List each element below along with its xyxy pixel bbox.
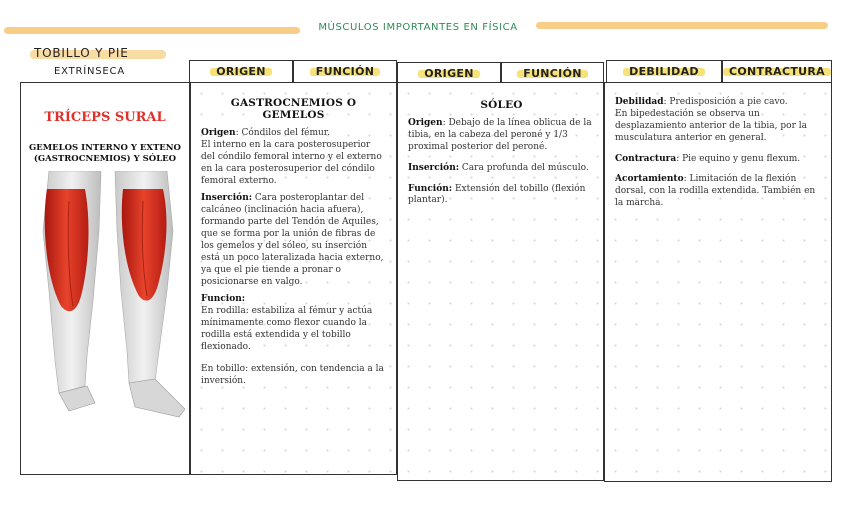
funcion-rodilla: En rodilla: estabiliza al fémur y actúa mínimamente como flexor cuando la rodilla está extendida y el tobillo flexionado. [201,306,373,352]
header-funcion-1: FUNCIÓN [293,60,397,82]
gastrocnemios-title: GASTROCNEMIOS O GEMELOS [230,97,357,121]
funcion-label: Funcion: [201,294,246,305]
debilidad-detail: En bipedestación se observa un desplazamiento anterior de la tibia, por la musculatura anterior en general. [615,108,807,143]
section-title: TOBILLO Y PIE [34,46,129,60]
top-right-highlight-bar [536,22,828,29]
header-debilidad: DEBILIDAD [606,60,722,82]
header-origen-2: ORIGEN [397,62,501,84]
gastrocnemios-panel: GASTROCNEMIOS O GEMELOS Origen: Cóndilos del fémur. El interno en la cara posterosuperior del cóndilo femoral interno y el externo en la cara posterosuperior del cóndilo femoral externo. Inserción: Cara posteroplantar del calcáneo (inclinación hacia afuera), formando parte del Tendón de Aquiles, que se forma por la unión de fibras de los gemelos y del sóleo, su inserción está un poco lateralizada hacia externo, ya que el pie tiende a pronar o posicionarse en valgo. Funcion: En rodilla: estabiliza al fémur y actúa mínimamente como flexor cuando la rodilla está extendida y el tobillo flexionado. En tobillo: extensión, con tendencia a la inversión. [189,82,397,475]
insercion-label: Inserción: [201,193,253,204]
origen-detail: El interno en la cara posterosuperior del cóndilo femoral interno y el externo en la cara posterosuperior del cóndilo femoral externo. [201,139,382,186]
section-subtitle: EXTRÍNSECA [54,66,125,77]
soleo-title: SÓLEO [480,99,523,111]
page-title: MÚSCULOS IMPORTANTES EN FÍSICA [318,22,518,33]
debilidad-panel: Debilidad: Predisposición a pie cavo. En bipedestación se observa un desplazamiento anterior de la tibia, por la musculatura anterior en general. Contractura: Pie equino y genu flexum. Acortamiento: Limitación de la flexión dorsal, con la rodilla extendida. También en la marcha. [604,82,832,482]
calf-muscles-illustration [39,171,189,421]
muscle-subtitle: GEMELOS INTERNO Y EXTENO (GASTROCNEMIOS) Y SÓLEO [29,143,181,165]
header-contractura: CONTRACTURA [722,60,832,82]
funcion-tobillo: En tobillo: extensión, con tendencia a la inversión. [201,363,384,386]
origen-label: Origen [201,128,236,138]
soleo-panel: SÓLEO Origen: Debajo de la línea oblicua de la tibia, en la cabeza del peroné y 1/3 proximal posterior del peroné. Inserción: Cara profunda del músculo. Función: Extensión del tobillo (flexión plantar). [397,82,604,481]
muscle-name: TRÍCEPS SURAL [44,110,166,125]
left-panel [20,82,190,475]
header-funcion-2: FUNCIÓN [501,62,604,84]
header-origen-1: ORIGEN [189,60,293,82]
top-left-highlight-bar [4,27,300,34]
